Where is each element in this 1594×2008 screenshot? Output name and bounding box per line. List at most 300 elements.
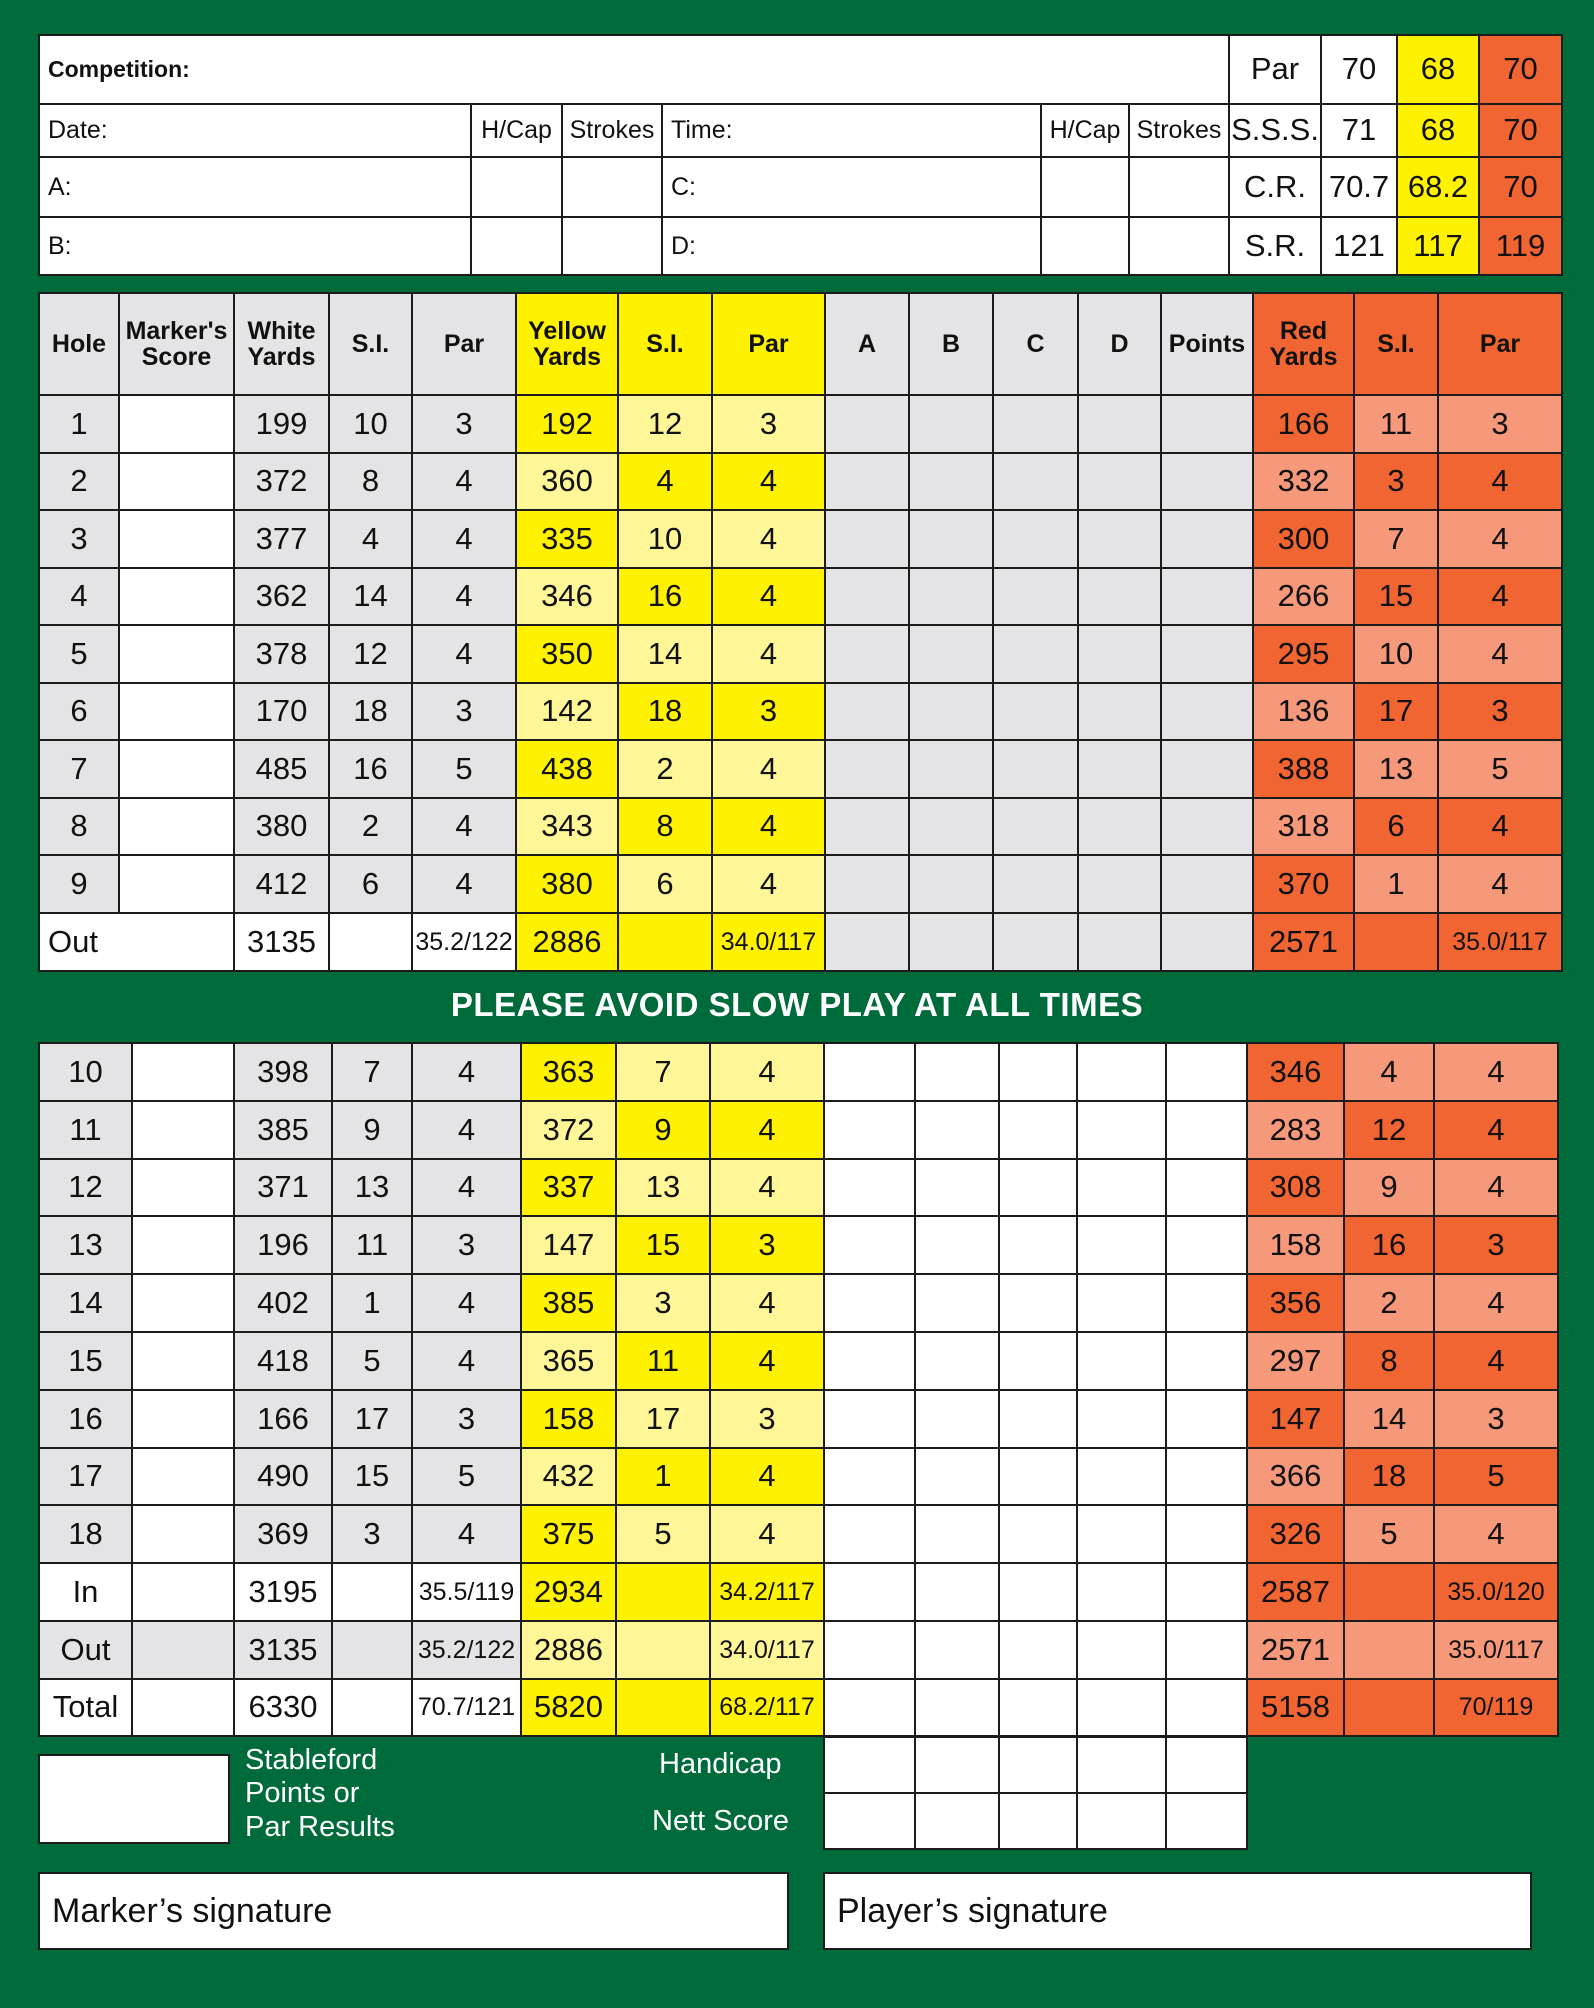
hcap-input[interactable]	[1040, 156, 1130, 218]
score-total-input[interactable]	[823, 1562, 916, 1622]
score-input[interactable]	[1160, 452, 1254, 511]
score-input[interactable]	[992, 509, 1079, 569]
white-si: 2	[328, 797, 413, 856]
score-input[interactable]	[914, 1158, 1000, 1217]
markers-score-input[interactable]	[131, 1331, 235, 1391]
total-red-yards: 2587	[1246, 1562, 1345, 1622]
column-header-d: D	[1077, 292, 1162, 396]
score-input[interactable]	[1076, 1273, 1167, 1333]
score-input[interactable]	[1077, 797, 1162, 856]
score-input[interactable]	[1076, 1158, 1167, 1217]
score-input[interactable]	[1077, 912, 1162, 972]
score-total-input[interactable]	[1165, 1620, 1248, 1680]
score-input[interactable]	[992, 912, 1079, 972]
yellow-par: 4	[711, 854, 826, 914]
hole-number: 11	[38, 1100, 133, 1160]
white-si: 8	[328, 452, 413, 511]
markers-score-input[interactable]	[118, 567, 235, 626]
score-input[interactable]	[1077, 624, 1162, 684]
nett-score-label: Nett Score	[652, 1805, 789, 1837]
white-si: 17	[331, 1389, 413, 1449]
score-input[interactable]	[1077, 394, 1162, 454]
score-input[interactable]	[824, 509, 910, 569]
column-header-si: S.I.	[1353, 292, 1439, 396]
score-total-input[interactable]	[914, 1678, 1000, 1737]
score-input[interactable]	[823, 1158, 916, 1217]
total-yellow-yards: 2886	[520, 1620, 617, 1680]
markers-total-input[interactable]	[131, 1562, 235, 1622]
yellow-par: 4	[711, 739, 826, 799]
markers-score-input[interactable]	[118, 682, 235, 741]
score-input[interactable]	[908, 452, 994, 511]
score-input[interactable]	[992, 739, 1079, 799]
score-input[interactable]	[914, 1215, 1000, 1275]
score-input[interactable]	[1165, 1331, 1248, 1391]
score-input[interactable]	[1165, 1100, 1248, 1160]
date-field[interactable]: Date:	[38, 103, 472, 158]
strokes-input[interactable]	[1128, 216, 1230, 276]
score-total-input[interactable]	[914, 1562, 1000, 1622]
white-par: 5	[411, 1447, 522, 1506]
score-input[interactable]	[908, 797, 994, 856]
score-input[interactable]	[992, 682, 1079, 741]
players-signature-field[interactable]: Player’s signature	[823, 1872, 1532, 1950]
score-input[interactable]	[914, 1042, 1000, 1102]
score-input[interactable]	[914, 1273, 1000, 1333]
score-input[interactable]	[824, 452, 910, 511]
white-yards: 371	[233, 1158, 333, 1217]
white-si: 3	[331, 1504, 413, 1564]
score-input[interactable]	[908, 739, 994, 799]
yellow-par: 3	[709, 1215, 825, 1275]
hole-number: 14	[38, 1273, 133, 1333]
competition-field[interactable]: Competition:	[38, 34, 1230, 105]
score-input[interactable]	[908, 394, 994, 454]
score-input[interactable]	[1077, 509, 1162, 569]
hole-number: 12	[38, 1158, 133, 1217]
score-input[interactable]	[1076, 1389, 1167, 1449]
white-par: 4	[411, 1504, 522, 1564]
red-par: 3	[1433, 1389, 1559, 1449]
red-si: 4	[1343, 1042, 1435, 1102]
red-yards: 136	[1252, 682, 1355, 741]
score-input[interactable]	[1165, 1447, 1248, 1506]
player-name-field[interactable]: D:	[661, 216, 1042, 276]
yellow-par: 3	[709, 1389, 825, 1449]
yellow-si: 13	[615, 1158, 711, 1217]
white-par: 4	[411, 1331, 522, 1391]
score-input[interactable]	[1160, 682, 1254, 741]
handicap-nett-input[interactable]	[1165, 1792, 1248, 1850]
red-par: 4	[1433, 1273, 1559, 1333]
total-red-yards: 5158	[1246, 1678, 1345, 1737]
yellow-yards: 350	[515, 624, 619, 684]
score-input[interactable]	[998, 1504, 1078, 1564]
yellow-si: 3	[615, 1273, 711, 1333]
red-par: 3	[1437, 682, 1563, 741]
player-name-field[interactable]: A:	[38, 156, 472, 218]
total-red-par: 70/119	[1433, 1678, 1559, 1737]
score-input[interactable]	[914, 1504, 1000, 1564]
score-input[interactable]	[992, 797, 1079, 856]
handicap-nett-input[interactable]	[823, 1736, 916, 1794]
column-header-c: C	[992, 292, 1079, 396]
markers-score-input[interactable]	[118, 394, 235, 454]
hole-number: 16	[38, 1389, 133, 1449]
hole-number: 7	[38, 739, 120, 799]
white-yards: 378	[233, 624, 330, 684]
score-input[interactable]	[1165, 1273, 1248, 1333]
score-input[interactable]	[824, 567, 910, 626]
score-input[interactable]	[998, 1215, 1078, 1275]
score-input[interactable]	[823, 1100, 916, 1160]
score-input[interactable]	[1165, 1042, 1248, 1102]
score-input[interactable]	[1160, 394, 1254, 454]
markers-score-input[interactable]	[118, 854, 235, 914]
strokes-input[interactable]	[1128, 156, 1230, 218]
player-name-field[interactable]: C:	[661, 156, 1042, 218]
score-total-input[interactable]	[914, 1620, 1000, 1680]
score-input[interactable]	[1077, 452, 1162, 511]
score-input[interactable]	[823, 1273, 916, 1333]
red-si: 11	[1353, 394, 1439, 454]
handicap-nett-input[interactable]	[914, 1792, 1000, 1850]
score-input[interactable]	[1076, 1504, 1167, 1564]
red-si: 12	[1343, 1100, 1435, 1160]
score-input[interactable]	[1160, 567, 1254, 626]
markers-score-input[interactable]	[118, 739, 235, 799]
blank-cell	[1343, 1678, 1435, 1737]
yellow-si: 10	[617, 509, 713, 569]
score-input[interactable]	[823, 1447, 916, 1506]
yellow-yards: 380	[515, 854, 619, 914]
yellow-yards: 147	[520, 1215, 617, 1275]
white-yards: 372	[233, 452, 330, 511]
white-si: 15	[331, 1447, 413, 1506]
white-si: 13	[331, 1158, 413, 1217]
score-total-input[interactable]	[998, 1620, 1078, 1680]
strokes-input[interactable]	[561, 156, 663, 218]
score-input[interactable]	[1076, 1215, 1167, 1275]
red-par: 4	[1437, 854, 1563, 914]
stableford-label-line: Stableford	[245, 1744, 378, 1776]
score-input[interactable]	[908, 854, 994, 914]
red-si: 6	[1353, 797, 1439, 856]
markers-score-input[interactable]	[131, 1100, 235, 1160]
score-input[interactable]	[998, 1273, 1078, 1333]
markers-score-input[interactable]	[131, 1158, 235, 1217]
yellow-yards: 432	[520, 1447, 617, 1506]
white-yards: 412	[233, 854, 330, 914]
hcap-input[interactable]	[1040, 216, 1130, 276]
score-input[interactable]	[1160, 624, 1254, 684]
white-par: 3	[411, 682, 517, 741]
yellow-yards: 438	[515, 739, 619, 799]
handicap-label: Handicap	[659, 1748, 782, 1780]
score-input[interactable]	[823, 1389, 916, 1449]
handicap-nett-input[interactable]	[914, 1736, 1000, 1794]
handicap-nett-input[interactable]	[1076, 1792, 1167, 1850]
hcap-input[interactable]	[470, 156, 563, 218]
score-input[interactable]	[824, 797, 910, 856]
handicap-nett-input[interactable]	[998, 1736, 1078, 1794]
red-par: 4	[1433, 1504, 1559, 1564]
white-si: 7	[331, 1042, 413, 1102]
column-header-points: Points	[1160, 292, 1254, 396]
red-rating: 70	[1478, 156, 1563, 218]
yellow-par: 4	[711, 624, 826, 684]
total-white-par: 35.5/119	[411, 1562, 522, 1622]
score-input[interactable]	[1165, 1389, 1248, 1449]
score-input[interactable]	[1076, 1100, 1167, 1160]
score-input[interactable]	[998, 1042, 1078, 1102]
yellow-si: 12	[617, 394, 713, 454]
white-si: 11	[331, 1215, 413, 1275]
score-input[interactable]	[1165, 1158, 1248, 1217]
score-input[interactable]	[1160, 797, 1254, 856]
yellow-par: 4	[711, 567, 826, 626]
total-yellow-par: 34.0/117	[709, 1620, 825, 1680]
score-total-input[interactable]	[1165, 1678, 1248, 1737]
score-input[interactable]	[908, 912, 994, 972]
score-total-input[interactable]	[823, 1620, 916, 1680]
score-input[interactable]	[992, 624, 1079, 684]
hole-number: 8	[38, 797, 120, 856]
score-input[interactable]	[1160, 912, 1254, 972]
rating-label: S.R.	[1228, 216, 1322, 276]
total-red-par: 35.0/117	[1433, 1620, 1559, 1680]
yellow-si: 4	[617, 452, 713, 511]
white-par: 4	[411, 797, 517, 856]
score-input[interactable]	[1076, 1331, 1167, 1391]
hcap-input[interactable]	[470, 216, 563, 276]
score-total-input[interactable]	[998, 1678, 1078, 1737]
hcap-header: H/Cap	[1040, 103, 1130, 158]
red-rating: 70	[1478, 103, 1563, 158]
time-field[interactable]: Time:	[661, 103, 1042, 158]
score-input[interactable]	[1077, 567, 1162, 626]
score-input[interactable]	[1160, 509, 1254, 569]
yellow-si: 1	[615, 1447, 711, 1506]
white-si: 16	[328, 739, 413, 799]
yellow-par: 4	[709, 1273, 825, 1333]
red-yards: 308	[1246, 1158, 1345, 1217]
yellow-rating: 68	[1396, 103, 1480, 158]
score-input[interactable]	[908, 624, 994, 684]
blank-cell	[615, 1562, 711, 1622]
markers-score-input[interactable]	[131, 1042, 235, 1102]
score-input[interactable]	[914, 1447, 1000, 1506]
score-input[interactable]	[992, 854, 1079, 914]
score-input[interactable]	[1165, 1215, 1248, 1275]
score-input[interactable]	[998, 1447, 1078, 1506]
yellow-par: 4	[709, 1100, 825, 1160]
score-input[interactable]	[1076, 1447, 1167, 1506]
red-yards: 326	[1246, 1504, 1345, 1564]
score-input[interactable]	[824, 624, 910, 684]
yellow-par: 4	[711, 797, 826, 856]
score-input[interactable]	[823, 1504, 916, 1564]
white-si: 4	[328, 509, 413, 569]
score-total-input[interactable]	[1165, 1562, 1248, 1622]
score-input[interactable]	[1160, 739, 1254, 799]
score-input[interactable]	[1077, 854, 1162, 914]
strokes-input[interactable]	[561, 216, 663, 276]
score-input[interactable]	[908, 567, 994, 626]
score-input[interactable]	[1160, 854, 1254, 914]
column-header-markers-score: Marker's Score	[118, 292, 235, 396]
red-yards: 346	[1246, 1042, 1345, 1102]
blank-cell	[1343, 1562, 1435, 1622]
red-par: 5	[1437, 739, 1563, 799]
score-input[interactable]	[914, 1100, 1000, 1160]
stableford-total-box[interactable]	[38, 1754, 230, 1844]
markers-score-input[interactable]	[131, 1389, 235, 1449]
red-si: 3	[1353, 452, 1439, 511]
white-yards: 170	[233, 682, 330, 741]
white-yards: 402	[233, 1273, 333, 1333]
blank-cell	[331, 1678, 413, 1737]
red-yards: 388	[1252, 739, 1355, 799]
yellow-par: 4	[709, 1042, 825, 1102]
hole-number: 5	[38, 624, 120, 684]
score-input[interactable]	[824, 682, 910, 741]
score-total-input[interactable]	[998, 1562, 1078, 1622]
yellow-yards: 385	[520, 1273, 617, 1333]
yellow-si: 18	[617, 682, 713, 741]
red-yards: 332	[1252, 452, 1355, 511]
score-input[interactable]	[998, 1100, 1078, 1160]
white-si: 10	[328, 394, 413, 454]
yellow-si: 16	[617, 567, 713, 626]
score-total-input[interactable]	[1076, 1620, 1167, 1680]
player-name-field[interactable]: B:	[38, 216, 472, 276]
strokes-header: Strokes	[1128, 103, 1230, 158]
red-yards: 166	[1252, 394, 1355, 454]
blank-cell	[615, 1620, 711, 1680]
score-input[interactable]	[824, 912, 910, 972]
yellow-si: 15	[615, 1215, 711, 1275]
score-input[interactable]	[908, 682, 994, 741]
column-header-si: S.I.	[617, 292, 713, 396]
white-par: 4	[411, 509, 517, 569]
rating-label: S.S.S.	[1228, 103, 1322, 158]
out-white-yards: 3135	[233, 912, 330, 972]
white-yards: 362	[233, 567, 330, 626]
red-par: 4	[1437, 797, 1563, 856]
score-input[interactable]	[998, 1158, 1078, 1217]
score-total-input[interactable]	[1076, 1678, 1167, 1737]
white-par: 5	[411, 739, 517, 799]
score-input[interactable]	[824, 739, 910, 799]
yellow-yards: 335	[515, 509, 619, 569]
score-input[interactable]	[908, 509, 994, 569]
score-input[interactable]	[992, 567, 1079, 626]
strokes-header: Strokes	[561, 103, 663, 158]
score-input[interactable]	[1077, 682, 1162, 741]
red-yards: 318	[1252, 797, 1355, 856]
red-si: 18	[1343, 1447, 1435, 1506]
red-par: 3	[1437, 394, 1563, 454]
red-yards: 297	[1246, 1331, 1345, 1391]
yellow-par: 4	[709, 1158, 825, 1217]
score-input[interactable]	[998, 1331, 1078, 1391]
red-si: 13	[1353, 739, 1439, 799]
score-input[interactable]	[992, 452, 1079, 511]
markers-total-input[interactable]	[131, 1678, 235, 1737]
score-input[interactable]	[992, 394, 1079, 454]
hole-number: 2	[38, 452, 120, 511]
markers-score-input[interactable]	[118, 797, 235, 856]
score-input[interactable]	[1076, 1042, 1167, 1102]
yellow-si: 2	[617, 739, 713, 799]
yellow-rating: 68	[1396, 34, 1480, 105]
score-input[interactable]	[998, 1389, 1078, 1449]
markers-signature-field[interactable]: Marker’s signature	[38, 1872, 789, 1950]
markers-score-input[interactable]	[118, 452, 235, 511]
out-label: Out	[38, 912, 235, 972]
total-white-yards: 6330	[233, 1678, 333, 1737]
score-input[interactable]	[823, 1331, 916, 1391]
markers-score-input[interactable]	[131, 1273, 235, 1333]
score-input[interactable]	[823, 1042, 916, 1102]
white-si: 9	[331, 1100, 413, 1160]
hole-number: 13	[38, 1215, 133, 1275]
yellow-yards: 142	[515, 682, 619, 741]
yellow-rating: 117	[1396, 216, 1480, 276]
hole-number: 1	[38, 394, 120, 454]
score-total-input[interactable]	[1076, 1562, 1167, 1622]
red-par: 4	[1437, 509, 1563, 569]
white-yards: 485	[233, 739, 330, 799]
score-input[interactable]	[1077, 739, 1162, 799]
column-header-yellow-yards: Yellow Yards	[515, 292, 619, 396]
markers-total-input[interactable]	[131, 1620, 235, 1680]
rating-label: Par	[1228, 34, 1322, 105]
handicap-nett-input[interactable]	[1165, 1736, 1248, 1794]
markers-score-input[interactable]	[131, 1447, 235, 1506]
handicap-nett-input[interactable]	[998, 1792, 1078, 1850]
yellow-yards: 372	[520, 1100, 617, 1160]
markers-score-input[interactable]	[118, 509, 235, 569]
score-input[interactable]	[823, 1215, 916, 1275]
white-yards: 398	[233, 1042, 333, 1102]
markers-score-input[interactable]	[131, 1504, 235, 1564]
handicap-nett-input[interactable]	[823, 1792, 916, 1850]
yellow-yards: 343	[515, 797, 619, 856]
score-input[interactable]	[1165, 1504, 1248, 1564]
blank-cell	[331, 1562, 413, 1622]
markers-score-input[interactable]	[131, 1215, 235, 1275]
total-yellow-par: 68.2/117	[709, 1678, 825, 1737]
score-total-input[interactable]	[823, 1678, 916, 1737]
handicap-nett-input[interactable]	[1076, 1736, 1167, 1794]
hole-number: 3	[38, 509, 120, 569]
yellow-yards: 375	[520, 1504, 617, 1564]
markers-score-input[interactable]	[118, 624, 235, 684]
score-input[interactable]	[824, 394, 910, 454]
yellow-par: 4	[709, 1504, 825, 1564]
out-red-par: 35.0/117	[1437, 912, 1563, 972]
yellow-par: 3	[711, 682, 826, 741]
white-si: 6	[328, 854, 413, 914]
yellow-par: 4	[709, 1331, 825, 1391]
column-header-b: B	[908, 292, 994, 396]
total-label: In	[38, 1562, 133, 1622]
score-input[interactable]	[914, 1331, 1000, 1391]
score-input[interactable]	[824, 854, 910, 914]
score-input[interactable]	[914, 1389, 1000, 1449]
